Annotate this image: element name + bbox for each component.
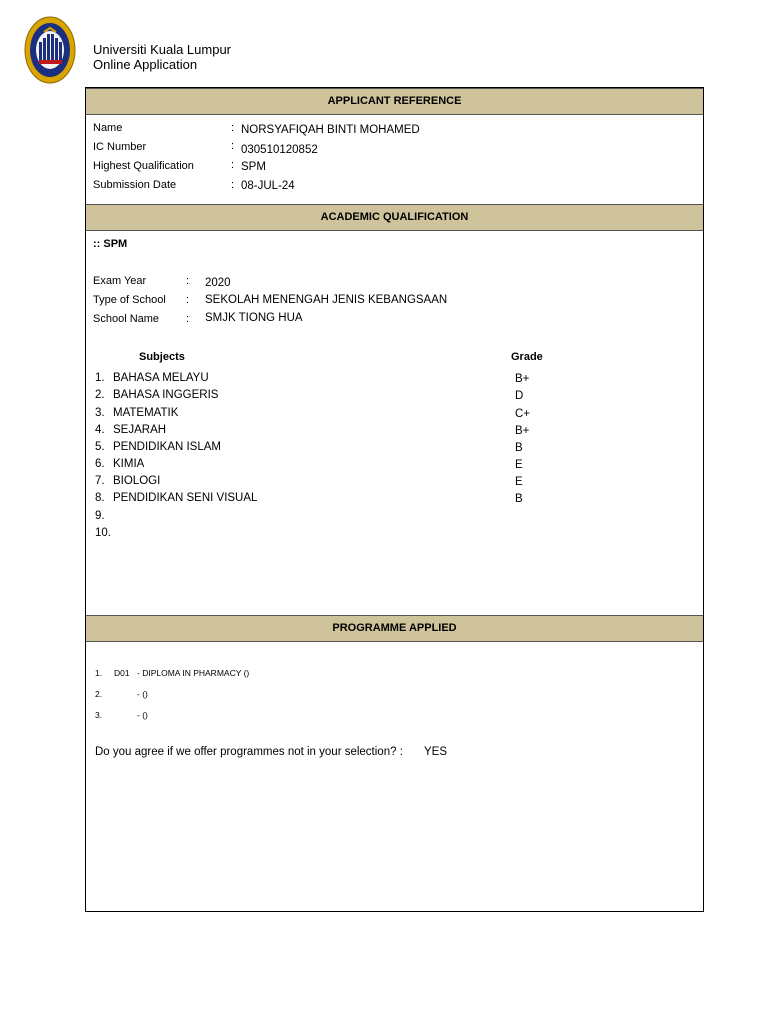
subject-name: PENDIDIKAN SENI VISUAL: [113, 492, 258, 504]
school-name-value: SMJK TIONG HUA: [205, 312, 303, 324]
section-header-academic-qualification: ACADEMIC QUALIFICATION: [86, 204, 703, 231]
subject-name: BIOLOGI: [113, 475, 161, 487]
separator: :: [231, 140, 235, 152]
separator: :: [231, 179, 235, 191]
highest-qualification-label: Highest Qualification: [93, 160, 194, 172]
subject-name: BAHASA INGGERIS: [113, 389, 219, 401]
school-type-label: Type of School: [93, 294, 166, 306]
offer-question: Do you agree if we offer programmes not in your selection? :: [95, 746, 403, 758]
subject-grade: E: [515, 476, 523, 488]
subject-number: 4.: [95, 424, 105, 436]
highest-qualification-value: SPM: [241, 161, 266, 173]
separator: :: [231, 159, 235, 171]
school-type-value: SEKOLAH MENENGAH JENIS KEBANGSAAN: [205, 294, 448, 306]
subject-name: BAHASA MELAYU: [113, 372, 209, 384]
subject-number: 1.: [95, 372, 105, 384]
separator: :: [231, 122, 235, 134]
subject-number: 3.: [95, 407, 105, 419]
separator: :: [186, 313, 190, 325]
submission-date-value: 08-JUL-24: [241, 180, 295, 192]
submission-date-label: Submission Date: [93, 179, 177, 191]
section-header-programme-applied: PROGRAMME APPLIED: [86, 615, 703, 642]
separator: :: [186, 294, 190, 306]
programme-name: - (): [137, 710, 148, 720]
separator: :: [186, 275, 190, 287]
subject-name: PENDIDIKAN ISLAM: [113, 441, 221, 453]
ic-number-label: IC Number: [93, 141, 147, 153]
exam-heading: :: SPM: [93, 238, 128, 250]
subjects-column-header: Subjects: [139, 351, 185, 363]
programme-number: 2.: [95, 689, 103, 699]
subject-number: 8.: [95, 492, 105, 504]
subject-number: 10.: [95, 527, 111, 539]
ic-number-value: 030510120852: [241, 144, 318, 156]
subject-grade: B: [515, 442, 523, 454]
programme-number: 3.: [95, 710, 103, 720]
programme-number: 1.: [95, 668, 103, 678]
programme-name: - (): [137, 689, 148, 699]
name-label: Name: [93, 122, 123, 134]
section-header-applicant-reference: APPLICANT REFERENCE: [86, 88, 703, 115]
page-subtitle: Online Application: [93, 57, 198, 72]
institution-header: [93, 42, 231, 72]
subject-number: 6.: [95, 458, 105, 470]
programme-code: D01: [114, 668, 130, 678]
subject-name: KIMIA: [113, 458, 145, 470]
subject-number: 9.: [95, 510, 105, 522]
programme-name: - DIPLOMA IN PHARMACY (): [137, 668, 250, 678]
offer-answer: YES: [424, 746, 448, 758]
exam-year-label: Exam Year: [93, 275, 147, 287]
university-logo: [24, 16, 76, 84]
subject-grade: B: [515, 493, 523, 505]
subject-grade: C+: [515, 408, 531, 420]
exam-year-value: 2020: [205, 277, 231, 289]
application-summary: [85, 87, 704, 912]
subject-name: MATEMATIK: [113, 407, 179, 419]
subject-grade: E: [515, 459, 523, 471]
subject-grade: D: [515, 390, 524, 402]
subject-grade: B+: [515, 425, 530, 437]
subject-name: SEJARAH: [113, 424, 167, 436]
school-name-label: School Name: [93, 313, 160, 325]
subject-grade: B+: [515, 373, 530, 385]
subject-number: 5.: [95, 441, 105, 453]
institution-name: Universiti Kuala Lumpur: [93, 42, 232, 57]
name-value: NORSYAFIQAH BINTI MOHAMED: [241, 124, 420, 136]
grade-column-header: Grade: [511, 351, 543, 363]
subject-number: 7.: [95, 475, 105, 487]
subject-number: 2.: [95, 389, 105, 401]
